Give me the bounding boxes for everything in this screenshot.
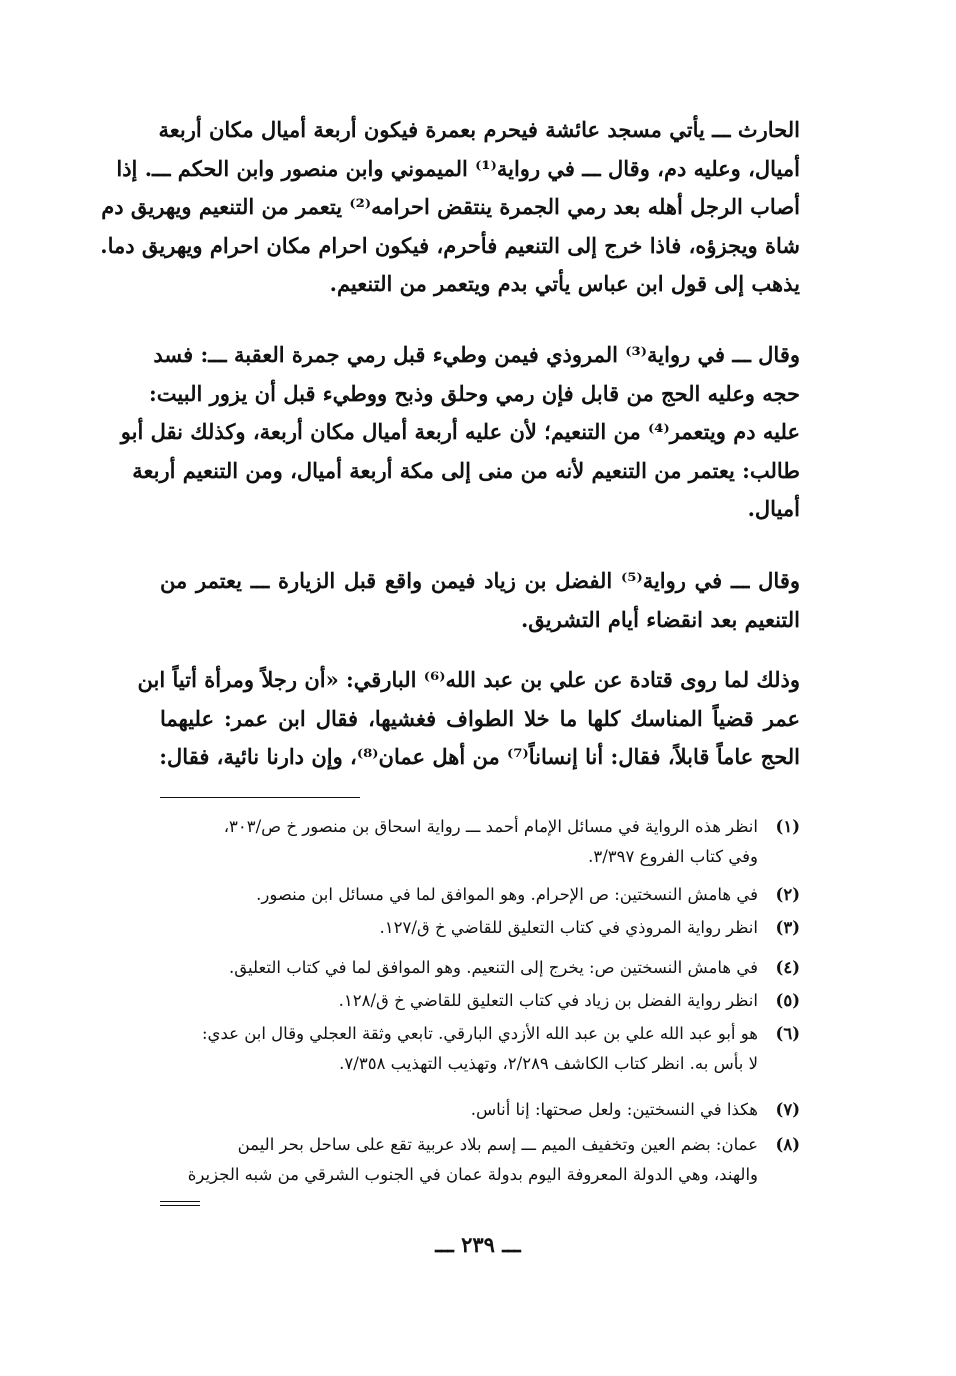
continuation-mark <box>160 1201 200 1206</box>
text-line: عمر قضياً المناسك كلها ما خلا الطواف فغشيها، فقال ابن عمر: عليهما <box>160 705 800 731</box>
footnote-number: (٨) <box>775 1135 800 1154</box>
paragraph-2 <box>120 336 800 529</box>
text-line: شاة ويجزؤه، فاذا خرج إلى التنعيم فأحرم، فيكون احرام مكان احرام ويهريق دما. <box>100 232 800 258</box>
text-line: وذلك لما روى قتادة عن علي بن عبد الله⁽⁶⁾ البارقي: «أن رجلاً ومرأة أتياً ابن <box>137 667 800 692</box>
footnote-2 <box>160 880 800 910</box>
page-number: ـــ ٢٣٩ ـــ <box>435 1232 521 1257</box>
text-line: الحارث ـــ يأتي مسجد عائشة فيحرم بعمرة فيكون أربعة أميال مكان أربعة <box>158 117 800 142</box>
footnote-number: (٦) <box>775 1024 800 1043</box>
footnote-7 <box>160 1095 800 1125</box>
footnote-line: انظر رواية المروذي في كتاب التعليق للقاضي خ ق/١٢٧. <box>379 918 758 937</box>
text-line: وقال ـــ في رواية⁽⁵⁾ الفضل بن زياد فيمن واقع قبل الزيارة ـــ يعتمر من <box>160 568 801 593</box>
text-line: يذهب إلى قول ابن عباس يأتي بدم ويتعمر من التنعيم. <box>329 271 800 296</box>
footnote-line: عمان: بضم العين وتخفيف الميم ـــ إسم بلاد عربية تقع على ساحل بحر اليمن <box>237 1135 758 1154</box>
text-line: التنعيم بعد انقضاء أيام التشريق. <box>520 606 800 632</box>
footnote-separator <box>160 797 360 798</box>
text-line: حجه وعليه الحج من قابل فإن رمي وحلق وذبح ووطيء قبل أن يزور البيت: <box>149 380 800 406</box>
text-line: وقال ـــ في رواية⁽³⁾ المروذي فيمن وطيء قبل رمي جمرة العقبة ـــ: فسد <box>153 342 800 367</box>
text-line: عليه دم ويتعمر⁽⁴⁾ من التنعيم؛ لأن عليه أربعة أميال مكان أربعة، وكذلك نقل أبو <box>120 419 800 444</box>
footnote-number: (٢) <box>775 885 800 904</box>
footnote-number: (٤) <box>775 958 800 977</box>
footnote-line: انظر هذه الرواية في مسائل الإمام أحمد ـــ رواية اسحاق بن منصور خ ص/٣٠٣، <box>223 817 758 836</box>
text-line: أصاب الرجل أهله بعد رمي الجمرة ينتقض احرامه⁽²⁾ يتعمر من التنعيم ويهريق دم <box>101 194 800 219</box>
footnote-number: (١) <box>775 817 800 836</box>
paragraph-1 <box>100 111 800 304</box>
footnote-number: (٣) <box>775 918 800 937</box>
footnote-1 <box>160 812 800 872</box>
footnote-line: وفي كتاب الفروع ٣/٣٩٧. <box>588 847 758 866</box>
text-line: أميال. <box>747 496 800 521</box>
footnote-number: (٥) <box>775 991 800 1010</box>
footnote-line: في هامش النسختين ص: يخرج إلى التنعيم. وهو الموافق لما في كتاب التعليق. <box>229 958 758 977</box>
text-line: الحج عاماً قابلاً، فقال: أنا إنساناً⁽⁷⁾ من أهل عمان⁽⁸⁾، وإن دارنا نائية، فقال: <box>159 744 800 769</box>
footnote-3 <box>160 913 800 943</box>
footnote-line: في هامش النسختين: ص الإحرام. وهو الموافق لما في مسائل ابن منصور. <box>256 885 758 904</box>
footnote-line: لا بأس به. انظر كتاب الكاشف ٢/٢٨٩، وتهذيب التهذيب ٧/٣٥٨. <box>339 1054 758 1073</box>
footnote-4 <box>160 953 800 983</box>
footnote-line: هكذا في النسختين: ولعل صحتها: إنا أناس. <box>470 1100 758 1119</box>
footnote-6 <box>160 1019 800 1079</box>
footnote-number: (٧) <box>775 1100 800 1119</box>
text-line: طالب: يعتمر من التنعيم لأنه من منى إلى مكة أربعة أميال، ومن التنعيم أربعة <box>132 457 800 483</box>
footnote-line: انظر رواية الفضل بن زياد في كتاب التعليق للقاضي خ ق/١٢٨. <box>338 991 758 1010</box>
paragraph-3 <box>160 562 800 639</box>
text-line: أميال، وعليه دم، وقال ـــ في رواية⁽¹⁾ الميموني وابن منصور وابن الحكم ـــ. إذا <box>116 155 800 181</box>
footnote-line: هو أبو عبد الله علي بن عبد الله الأزدي البارقي. تابعي وثقة العجلي وقال ابن عدي: <box>201 1024 758 1043</box>
footnote-line: والهند، وهي الدولة المعروفة اليوم بدولة عمان في الجنوب الشرقي من شبه الجزيرة <box>187 1165 758 1184</box>
footnote-8 <box>160 1130 800 1190</box>
footnote-5 <box>160 986 800 1016</box>
paragraph-4 <box>137 661 800 777</box>
